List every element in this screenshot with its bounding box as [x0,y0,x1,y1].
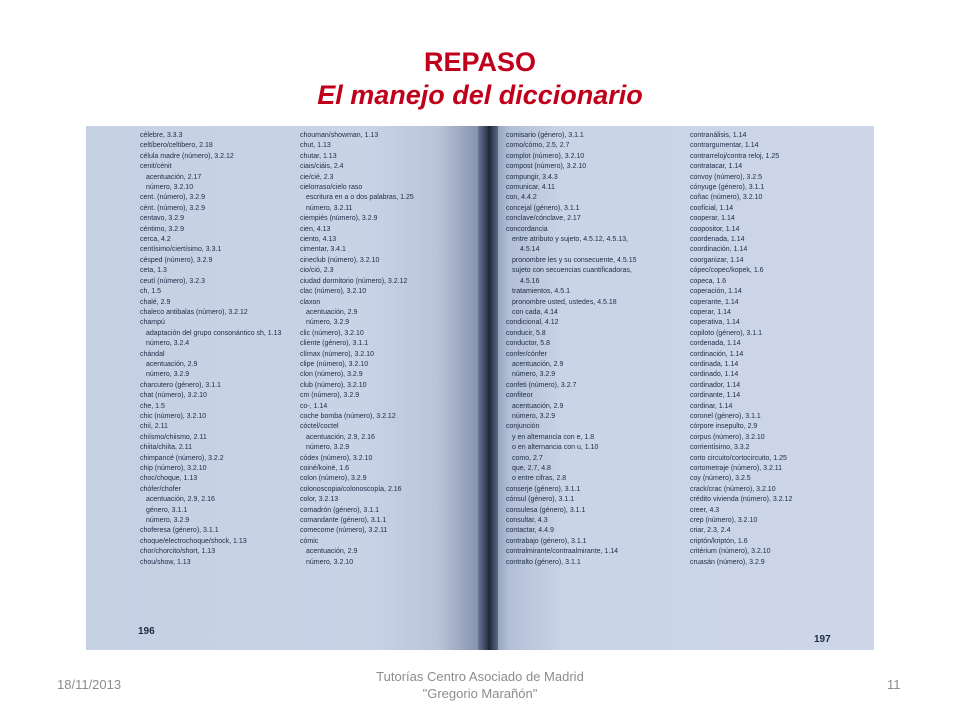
index-entry: contrarreloj/contra reloj, 1.25 [690,152,780,160]
index-entry: claxon [300,298,321,306]
index-entry: conductor, 5.8 [506,340,550,348]
index-entry: cortometraje (número), 3.2.11 [690,465,783,472]
left-page-number: 196 [138,626,155,637]
index-entry: coperante, 1.14 [690,298,739,306]
index-entry: con cada, 4.14 [512,308,558,316]
index-entry: comadrón (género), 3.1.1 [300,506,379,514]
index-entry: confiteor [506,392,533,400]
index-entry: cio/ció, 2.3 [300,267,334,275]
index-entry: chutar, 1.13 [300,152,337,160]
index-entry: chándal [140,350,165,358]
index-entry: códex (número), 3.2.10 [300,454,373,462]
index-entry: compungir, 3.4.3 [506,173,558,181]
index-entry: ciudad dormitorio (número), 3.2.12 [300,277,408,285]
index-entry: contralmirante/contraalmirante, 1.14 [506,548,619,556]
index-entry: contranálisis, 1.14 [690,132,747,139]
index-entry: 4.5.16 [520,277,540,285]
index-entry: cordinante, 1.14 [690,392,741,400]
index-entry: contrargumentar, 1.14 [690,142,759,150]
index-entry: colonoscopia/colonoscopía, 2.16 [300,485,402,493]
index-entry: entre atributo y sujeto, 4.5.12, 4.5.13, [512,236,628,244]
index-entry: compost (número), 3.2.10 [506,163,587,171]
index-entry: clic (número), 3.2.10 [300,329,364,337]
index-entry: acentuación, 2.17 [146,173,202,181]
index-entry: creer, 4.3 [690,506,720,514]
index-entry: cópec/copec/kopek, 1.6 [690,267,764,275]
index-entry: número, 3.2.10 [146,184,194,192]
index-entry: chouman/showman, 1.13 [300,132,379,139]
index-entry: coofícial, 1.14 [690,204,734,212]
index-entry: número, 3.2.11 [306,204,353,212]
index-entry: coperar, 1.14 [690,308,731,316]
index-entry: coche bomba (número), 3.2.12 [300,412,396,420]
index-entry: coronel (género), 3.1.1 [690,412,761,420]
index-entry: que, 2.7, 4.8 [512,465,551,472]
index-entry: cordenada, 1.14 [690,340,741,348]
index-entry: choque/electrochoque/shock, 1.13 [140,537,247,545]
index-entry: contactar, 4.4.9 [506,527,554,535]
index-entry: condicional, 4.12 [506,319,559,327]
index-entry: coperación, 1.14 [690,288,742,296]
index-entry: cordinación, 1.14 [690,350,744,358]
index-entry: número, 3.2.9 [146,371,190,379]
index-entry: número, 3.2.9 [306,319,350,327]
right-page-number: 197 [814,634,831,645]
index-entry: ch, 1.5 [140,288,162,296]
index-entry: cóctel/coctel [300,423,339,431]
index-entry: acentuación, 2.9 [512,360,564,368]
index-entry: coñac (número), 3.2.10 [690,194,763,202]
index-entry: cordinada, 1.14 [690,360,739,368]
index-entry: número, 3.2.9 [306,444,350,452]
index-entry: coiné/koiné, 1.6 [300,465,350,472]
index-entry: crack/crac (número), 3.2.10 [690,485,776,493]
index-entry: ceta, 1.3 [140,267,167,275]
index-entry: confeti (número), 3.2.7 [506,381,577,389]
index-entry: champú [140,319,165,327]
index-entry: cent. (número), 3.2.9 [140,194,205,202]
index-entry: adaptación del grupo consonántico sh, 1.13 [146,329,282,337]
index-entry: género, 3.1.1 [146,506,188,514]
slide-title: REPASO [423,47,537,77]
index-entry: o en alternancia con u, 1.10 [512,444,599,452]
footer-slide-number: 11 [887,677,901,692]
index-entry: acentuación, 2.9, 2.16 [146,496,215,504]
index-entry: conjunción [506,423,540,431]
index-entry: como, 2.7 [512,454,543,462]
index-entry: chiita/chiíta, 2.11 [140,444,193,452]
dictionary-photo [86,126,874,650]
index-entry: ciento, 4.13 [300,236,337,244]
index-entry: clímax (número), 3.2.10 [300,350,374,358]
index-entry: comandante (género), 3.1.1 [300,517,387,525]
index-entry: sujeto con secuencias cuantificadoras, [512,267,632,275]
footer-institution-line1: Tutorías Centro Asociado de Madrid [376,669,584,684]
index-entry: y en alternancia con e, 1.8 [512,433,595,441]
index-column-3 [506,131,637,568]
index-entry: coordenada, 1.14 [690,236,745,244]
index-column-2 [300,131,414,568]
index-entry: crédito vivienda (número), 3.2.12 [690,496,793,504]
index-entry: coordinación, 1.14 [690,246,748,254]
index-entry: cómic [300,537,319,545]
index-entry: criptón/kriptón, 1.6 [690,537,748,545]
index-entry: cenit/cénit [140,163,172,171]
index-entry: celtíbero/celtibero, 2.18 [140,142,213,150]
index-entry: conserje (género), 3.1.1 [506,485,581,493]
index-entry: corto circuito/cortocircuito, 1.25 [690,454,787,462]
index-entry: comunicar, 4.11 [506,184,555,192]
index-entry: céntimo, 3.2.9 [140,225,184,233]
index-entry: critérium (número), 3.2.10 [690,548,771,556]
index-entry: club (número), 3.2.10 [300,381,367,389]
index-entry: ciempiés (número), 3.2.9 [300,215,378,223]
index-entry: célebre, 3.3.3 [140,132,183,139]
index-entry: clipe (número), 3.2.10 [300,360,369,368]
index-entry: chiísmo/chiismo, 2.11 [140,433,207,441]
index-entry: coopositor, 1.14 [690,225,740,233]
index-entry: número, 3.2.10 [306,558,354,566]
index-entry: contrabajo (género), 3.1.1 [506,537,587,545]
index-entry: centísimo/ciertísimo, 3.3.1 [140,246,222,254]
index-entry: pronombre usted, ustedes, 4.5.18 [512,298,617,306]
index-entry: contratacar, 1.14 [690,163,743,171]
index-entry: concejal (género), 3.1.1 [506,204,580,212]
index-entry: color, 3.2.13 [300,496,339,504]
index-entry: complot (número), 3.2.10 [506,152,585,160]
index-entry: cordinado, 1.14 [690,371,739,379]
index-entry: cónsul (género), 3.1.1 [506,496,575,504]
index-entry: cónyuge (género), 3.1.1 [690,184,765,192]
index-entry: comisario (género), 3.1.1 [506,132,584,139]
index-entry: chic (número), 3.2.10 [140,412,207,420]
index-entry: acentuación, 2.9 [306,548,358,556]
index-entry: choferesa (género), 3.1.1 [140,527,219,535]
index-entry: choc/choque, 1.13 [140,475,198,483]
index-entry: 4.5.14 [520,246,540,254]
index-entry: chat (número), 3.2.10 [140,392,207,400]
index-entry: chófer/chofer [140,485,181,493]
book-gutter [478,126,498,650]
index-entry: cerca, 4.2 [140,236,171,244]
index-entry: tratamientos, 4.5.1 [512,288,570,296]
index-entry: acentuación, 2.9 [146,360,198,368]
index-entry: o entre cifras, 2.8 [512,475,567,483]
index-entry: con, 4.4.2 [506,194,537,202]
index-entry: acentuación, 2.9 [512,402,564,410]
index-entry: chut, 1.13 [300,142,331,150]
index-entry: como/cómo, 2.5, 2.7 [506,142,570,150]
footer-date: 18/11/2013 [57,677,122,692]
index-entry: chor/chorcito/short, 1.13 [140,548,216,556]
index-entry: centavo, 3.2.9 [140,215,184,223]
index-entry: coperativa, 1.14 [690,319,740,327]
index-entry: chimpancé (número), 3.2.2 [140,454,224,462]
index-entry: clon (número), 3.2.9 [300,371,363,379]
index-entry: convoy (número), 3.2.5 [690,173,762,181]
index-entry: ciais/ciáis, 2.4 [300,163,344,171]
index-entry: cm (número), 3.2.9 [300,392,360,400]
index-column-4 [690,131,792,568]
index-entry: che, 1.5 [140,402,165,410]
index-entry: ceutí (número), 3.2.3 [140,277,205,285]
index-entry: cie/cié, 2.3 [300,173,334,181]
index-entry: consultar, 4.3 [506,517,548,525]
index-entry: número, 3.2.9 [512,412,556,420]
index-entry: cimentar, 3.4.1 [300,246,346,254]
index-entry: acentuación, 2.9, 2.16 [306,433,375,441]
index-entry: clac (número), 3.2.10 [300,288,367,296]
index-entry: conclave/cónclave, 2.17 [506,215,581,223]
index-entry: copiloto (género), 3.1.1 [690,329,762,337]
index-entry: chip (número), 3.2.10 [140,465,207,472]
index-entry: acentuación, 2.9 [306,308,358,316]
index-entry: coy (número), 3.2.5 [690,475,751,483]
footer-institution [330,668,630,702]
index-entry: chaleco antibalas (número), 3.2.12 [140,308,248,316]
index-entry: confer/cónfer [506,350,547,358]
index-entry: corrientísimo, 3.3.2 [690,444,750,452]
index-entry: crep (número), 3.2.10 [690,517,758,525]
index-entry: pronombre les y su consecuente, 4.5.15 [512,256,637,264]
index-entry: colon (número), 3.2.9 [300,475,367,483]
index-entry: copeca, 1.6 [690,277,727,285]
index-entry: charcutero (género), 3.1.1 [140,381,221,389]
index-entry: comecome (número), 3.2.11 [300,527,388,535]
index-entry: corpus (número), 3.2.10 [690,433,765,441]
index-entry: cielorraso/cielo raso [300,184,363,192]
index-entry: conducir, 5.8 [506,329,546,337]
index-entry: cordinador, 1.14 [690,381,741,389]
index-entry: chou/show, 1.13 [140,558,191,566]
index-entry: chalé, 2.9 [140,298,171,306]
index-entry: cruasán (número), 3.2.9 [690,558,765,566]
footer-institution-line2: "Gregorio Marañón" [422,686,538,701]
index-entry: coorganizar, 1.14 [690,256,744,264]
slide-subtitle: El manejo del diccionario [317,80,643,110]
index-entry: criar, 2.3, 2.4 [690,527,731,535]
index-entry: cooperar, 1.14 [690,215,735,223]
index-entry: córpore insepulto, 2.9 [690,423,758,431]
index-entry: cént. (número), 3.2.9 [140,204,205,212]
index-entry: escritura en a o dos palabras, 1.25 [306,194,414,202]
index-entry: césped (número), 3.2.9 [140,256,213,264]
index-entry: chií, 2.11 [140,423,168,431]
index-entry: concordancia [506,225,548,233]
index-entry: consulesa (género), 3.1.1 [506,506,586,514]
index-entry: célula madre (número), 3.2.12 [140,152,234,160]
index-entry: cliente (género), 3.1.1 [300,340,369,348]
index-column-1 [140,131,281,568]
index-entry: contralto (género), 3.1.1 [506,558,581,566]
index-entry: cordinar, 1.14 [690,402,733,410]
index-entry: número, 3.2.9 [512,371,556,379]
index-entry: número, 3.2.9 [146,517,190,525]
index-entry: cineclub (número), 3.2.10 [300,256,380,264]
index-entry: número, 3.2.4 [146,340,190,348]
index-entry: co-, 1.14 [300,402,328,410]
index-entry: cien, 4.13 [300,225,331,233]
